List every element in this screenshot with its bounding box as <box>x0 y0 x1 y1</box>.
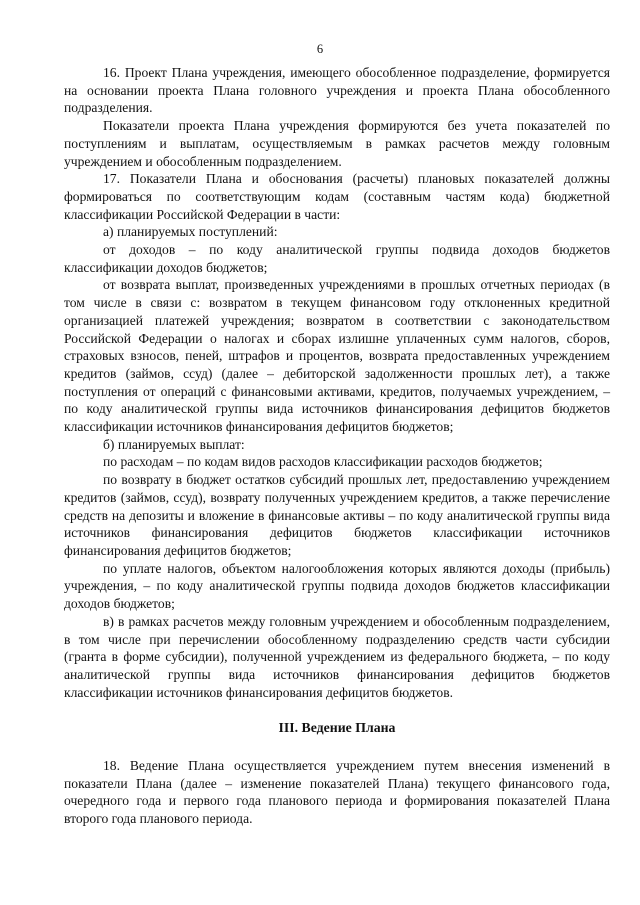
paragraph-17-b-taxes: по уплате налогов, объектом налогообложения которых являются доходы (прибыль) учреждения, – по коду аналитической группы подвида доходов бюджетов классификации доходов бюджетов; <box>64 560 610 612</box>
paragraph-16-indicators: Показатели проекта Плана учреждения формируются без учета показателей по поступлениям и выплатам, осуществляемым в рамках расчетов между головным учреждением и обособленным подразделением. <box>64 118 610 169</box>
paragraph-18: 18. Ведение Плана осуществляется учреждением путем внесения изменений в показатели Плана (далее – изменение показателей Плана) текущего финансового года, очередного года и первого года планового периода и формирования показателей Плана второго года планового периода. <box>64 758 610 827</box>
paragraph-16: 16. Проект Плана учреждения, имеющего обособленное подразделение, формируется на основании проекта Плана головного учреждения и проекта Плана обособленного подразделения. <box>64 65 610 116</box>
paragraph-17-b-returns: по возврату в бюджет остатков субсидий прошлых лет, предоставлению учреждением кредитов (займов, ссуд), возврату полученных учреждением кредитов, а также перечисление средств на депозиты и вложение в финансовые активы – по коду аналитической группы вида источников финансирования дефицитов бюджетов классификации источников финансирования дефицитов бюджетов; <box>64 472 610 558</box>
paragraph-17: 17. Показатели Плана и обоснования (расчеты) плановых показателей должны формироваться по соответствующим кодам (составным частям кода) бюджетной классификации Российской Федерации в части: <box>64 171 610 222</box>
paragraph-17-c: в) в рамках расчетов между головным учреждением и обособленным подразделением, в том числе при перечислении обособленному подразделению средств части субсидии (гранта в форме субсидии), полученной учреждением из федерального бюджета, – по коду аналитической группы вида источников финансирования дефицитов бюджетов классификации источников финансирования дефицитов бюджетов. <box>64 613 610 700</box>
paragraph-17-a: а) планируемых поступлений: <box>103 224 278 240</box>
paragraph-17-a-refunds: от возврата выплат, произведенных учреждениями в прошлых отчетных периодах (в том числе в связи с: возвратом в текущем финансовом году отклоненных кредитной организацией платежей учреждения; возвратом в соответствии с законодательством Российской Федерации о налогах и сборах излишне уплаченных сумм налогов, сборов, страховых взносов, пеней, штрафов и процентов, возврата предоставленных учреждением кредитов (займов, ссуд) (далее – дебиторской задолженности прошлых лет), а также поступления от операций с финансовыми активами, кредитов, получаемых учреждением, – по коду аналитической группы вида источников финансирования дефицитов бюджетов классификации источников финансирования дефицитов бюджетов; <box>64 277 610 435</box>
paragraph-17-b-expenses: по расходам – по кодам видов расходов классификации расходов бюджетов; <box>103 454 543 470</box>
section-heading: III. Ведение Плана <box>278 720 396 736</box>
paragraph-17-a-income: от доходов – по коду аналитической группы подвида доходов бюджетов классификации доходов бюджетов; <box>64 242 610 275</box>
page-number: 6 <box>316 42 324 56</box>
paragraph-17-b: б) планируемых выплат: <box>103 436 245 452</box>
document-body <box>64 64 610 828</box>
